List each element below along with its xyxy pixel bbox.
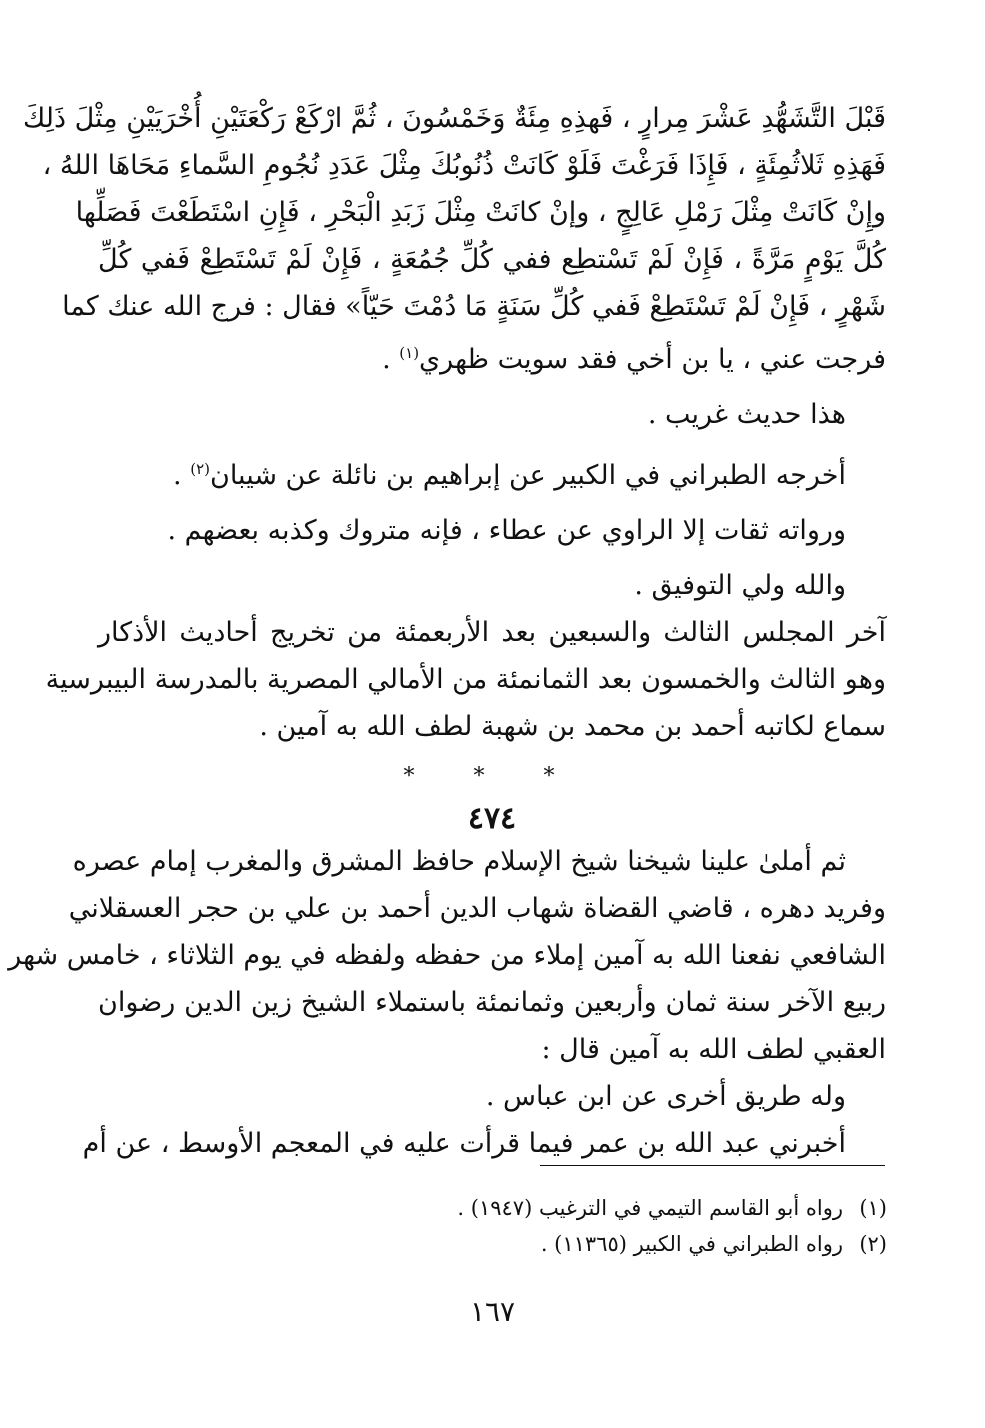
majlis-line: الشافعي نفعنا الله به آمين إملاء من حفظه ولفظه في يوم الثلاثاء ، خامس شهر [8,940,886,971]
tawfiq-line: والله ولي التوفيق . [634,570,846,601]
majlis-line: العقبي لطف الله به آمين قال : [541,1034,886,1065]
majlis-line: وفريد دهره ، قاضي القضاة شهاب الدين أحمد بن علي بن حجر العسقلاني [68,893,886,924]
akhbarani-line: أخبرني عبد الله بن عمر فيما قرأت عليه في المعجم الأوسط ، عن أم [82,1128,846,1159]
footnote-2 [457,1226,887,1262]
takhrij-line [98,446,886,499]
text-line: فَهَذِهِ ثَلاثُمِئَةٍ ، فَإِذَا فَرَغْتَ فَلَوْ كَانَتْ ذُنُوبُكَ مِثْلَ عَدَدِ نُجُومِ السَّماءِ مَحَاهَا اللهُ ، [42,150,886,181]
section-separator: * * * [403,764,581,789]
closing-line: آخر المجلس الثالث والسبعين بعد الأربعمئة من تخريج أحاديث الأذكار [98,617,886,648]
main-text [8,95,886,1167]
majlis-line: ربيع الآخر سنة ثمان وأربعين وثمانمئة باستملاء الشيخ زين الدين رضوان [98,987,886,1018]
footnote-reference[interactable]: (٢) [190,460,210,478]
text-line-content: فرجت عني ، يا بن أخي فقد سويت ظهري [419,344,886,375]
footnotes [457,1190,887,1262]
text-line: شَهْرٍ ، فَإِنْ لَمْ تَسْتَطِعْ فَفي كُلِّ سَنَةٍ مَا دُمْتَ حَيّاً» فقال : فرج الله عنك كما [62,291,886,322]
text-line [98,330,886,383]
closing-line: سماع لكاتبه أحمد بن محمد بن شهبة لطف الله به آمين . [259,711,886,742]
footnote-reference[interactable]: (١) [399,344,420,362]
takhrij-text: أخرجه الطبراني في الكبير عن إبراهيم بن نائلة عن شيبان [210,460,846,491]
another-path-line: وله طريق أخرى عن ابن عباس . [485,1081,846,1112]
text-line: وإِنْ كَانَتْ مِثْلَ رَمْلِ عَالِجٍ ، وإنْ كانَتْ مِثْلَ زَبَدِ الْبَحْرِ ، فَإِنِ اسْتَطَعْتَ فَصَلِّها [75,197,886,228]
period: . [382,344,400,375]
period: . [173,460,191,491]
text-line: كُلَّ يَوْمٍ مَرَّةً ، فَإِنْ لَمْ تَسْتطِع ففي كُلِّ جُمُعَةٍ ، فَإِنْ لَمْ تَسْتَطِعْ فَفي كُلِّ [98,244,886,275]
footnote-text: رواه الطبراني في الكبير (١١٣٦٥) . [540,1232,843,1256]
page-number: ١٦٧ [469,1295,516,1328]
footnote-divider [540,1165,885,1166]
text-line: قَبْلَ التَّشَهُّدِ عَشْرَ مِرارٍ ، فَهذِهِ مِئَةٌ وَخَمْسُونَ ، ثُمَّ ارْكَعْ رَكْعَتَيْنِ أُخْرَيَيْنِ مِثْلَ ذَلِكَ [23,103,886,134]
section-number: ٤٧٤ [467,801,517,836]
footnote-number: (١) [859,1196,887,1220]
narrators-note: ورواته ثقات إلا الراوي عن عطاء ، فإنه متروك وكذبه بعضهم . [167,515,846,546]
closing-line: وهو الثالث والخمسون بعد الثمانمئة من الأمالي المصرية بالمدرسة البيبرسية [45,664,886,695]
majlis-line: ثم أملىٰ علينا شيخنا شيخ الإسلام حافظ المشرق والمغرب إمام عصره [72,846,846,877]
footnote-number: (٢) [859,1232,887,1256]
footnote-text: رواه أبو القاسم التيمي في الترغيب (١٩٤٧) . [457,1196,843,1220]
footnote-1 [457,1190,887,1226]
hadith-grade: هذا حديث غريب . [647,399,846,430]
